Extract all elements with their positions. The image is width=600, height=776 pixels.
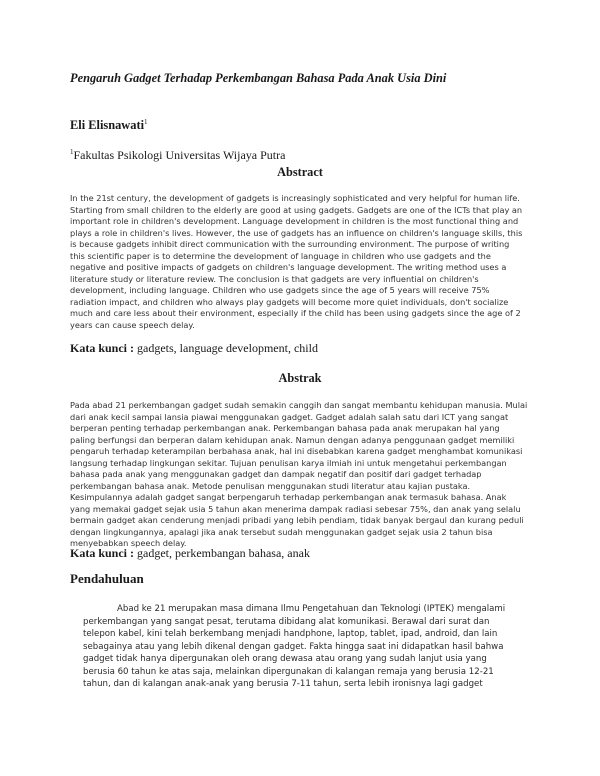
- keywords-id: [70, 546, 310, 561]
- affiliation-mark: 1: [70, 148, 74, 156]
- author-name: Eli Elisnawati: [70, 118, 145, 133]
- abstrak-line: perkembangan bahasa anak. Metode penulisan menggunakan studi literatur atau kajian pustaka.: [70, 480, 471, 491]
- abstract-line: this scientific paper is to determine the development of language in children who use gadgets and the: [70, 250, 491, 261]
- intro-line: telepon kabel, kini telah berkembang menjadi handphone, laptop, tablet, ipad, android, dan lain: [83, 629, 498, 639]
- keywords-text: gadget, perkembangan bahasa, anak: [134, 546, 310, 560]
- intro-line: tahun, dan di kalangan anak-anak yang berusia 7-11 tahun, serta lebih ironisnya lagi gadget: [83, 679, 483, 689]
- keywords-text: gadgets, language development, child: [134, 341, 318, 355]
- abstract-line: In the 21st century, the development of gadgets is increasingly sophisticated and very helpful for human life.: [70, 193, 520, 203]
- intro-line: Abad ke 21 merupakan masa dimana Ilmu Pengetahuan dan Teknologi (IPTEK) mengalami: [117, 604, 506, 614]
- abstrak-body: [70, 400, 542, 550]
- intro-body: [83, 603, 530, 691]
- abstract-line: important role in children's development. Language development in children is the most functional thing and: [70, 216, 519, 226]
- abstrak-line: Kesimpulannya adalah gadget sangat berpengaruh terhadap perkembangan anak termasuk bahasa. Anak: [70, 492, 507, 502]
- abstract-line: negative and positive impacts of gadgets on children's language development. The writing method uses a: [70, 262, 507, 272]
- abstrak-line: dari anak kecil sampai lansia piawai menggunakan gadget. Gadget adalah salah satu dari ICT yang sangat: [70, 411, 509, 422]
- abstrak-heading: Abstrak: [278, 371, 322, 385]
- abstrak-line: berperan penting terhadap perkembangan anak. Perkembangan bahasa pada anak merupakan hal yang: [70, 423, 500, 433]
- intro-line: perkembangan yang sangat pesat, terutama dibidang alat komunikasi. Berawal dari surat dan: [83, 616, 490, 627]
- abstract-line: development, including language. Children who use gadgets since the age of 5 years will receive 75%: [70, 285, 490, 295]
- abstrak-line: bahasa pada anak yang menggunakan gadget dan dampak negatif dan positif dari gadget terhadap: [70, 469, 482, 479]
- abstract-line: literature study or literature review. The conclusion is that gadgets are very influential on children's: [70, 273, 479, 284]
- keywords-en: [70, 341, 318, 356]
- abstrak-line: bermain gadget akan cenderung menjadi pribadi yang lebih pendiam, tidak banyak bergaul dan kurang peduli: [70, 515, 524, 525]
- abstrak-line: dengan lingkungannya, apalagi jika anak tersebut sudah menggunakan gadget sejak usia 2 tahun bisa: [70, 526, 493, 537]
- abstract-line: plays a role in children's lives. However, the use of gadgets has an influence on children's language skills, this: [70, 227, 523, 238]
- abstract-line: Starting from small children to the elderly are good at using gadgets. Gadgets are one of the ICTs that play an: [70, 204, 523, 215]
- abstract-line: years can cause speech delay.: [70, 319, 195, 330]
- author-mark: 1: [144, 118, 148, 126]
- affiliation-text: Fakultas Psikologi Universitas Wijaya Putra: [73, 148, 286, 162]
- affiliation: [70, 148, 285, 163]
- keywords-label: Kata kunci :: [70, 341, 135, 355]
- abstrak-line: paling berfungsi dan berperan dalam kehidupan anak. Namun dengan adanya penggunaan gadget memiliki: [70, 434, 515, 445]
- abstrak-line: Pada abad 21 perkembangan gadget sudah semakin canggih dan sangat membantu kehidupan manusia. Mulai: [70, 400, 528, 410]
- intro-line: gadget tidak hanya dipergunakan oleh orang dewasa atau orang yang sudah lanjut usia yang: [83, 654, 487, 664]
- abstract-line: is because gadgets inhibit direct communication with the surrounding environment. The purpose of writing: [70, 239, 510, 249]
- abstract-line: radiation impact, and children who always play gadgets will become more quiet individuals, don't socialize: [70, 296, 509, 307]
- abstrak-line: yang memakai gadget sejak usia 5 tahun akan menerima dampak radiasi sebesar 75%, dan anak yang selalu: [70, 503, 521, 514]
- intro-line: berusia 60 tahun ke atas saja, melainkan dipergunakan di kalangan remaja yang berusia 12-21: [83, 666, 494, 677]
- intro-line: sebagainya atau yang lebih dikenal dengan gadget. Fakta hingga saat ini didapatkan hasil bahwa: [83, 641, 504, 652]
- abstrak-line: menyebabkan speech delay.: [70, 538, 187, 548]
- abstrak-line: langsung terhadap lingkungan sekitar. Tujuan penulisan karya ilmiah ini untuk mengetahui perkembangan: [70, 457, 507, 468]
- intro-heading: Pendahuluan: [70, 571, 144, 586]
- keywords-label: Kata kunci :: [70, 546, 135, 560]
- abstract-line: much and care less about their environment, especially if the child has been using gadgets since the age of 2: [70, 308, 521, 318]
- abstrak-line: pengaruh terhadap keterampilan berbahasa anak, hal ini disebabkan karena gadget menghambat komunikasi: [70, 446, 523, 456]
- author: [70, 118, 148, 133]
- paper-title: Pengaruh Gadget Terhadap Perkembangan Bahasa Pada Anak Usia Dini: [70, 71, 447, 85]
- abstract-body: [70, 193, 542, 331]
- abstract-heading: Abstract: [277, 165, 323, 179]
